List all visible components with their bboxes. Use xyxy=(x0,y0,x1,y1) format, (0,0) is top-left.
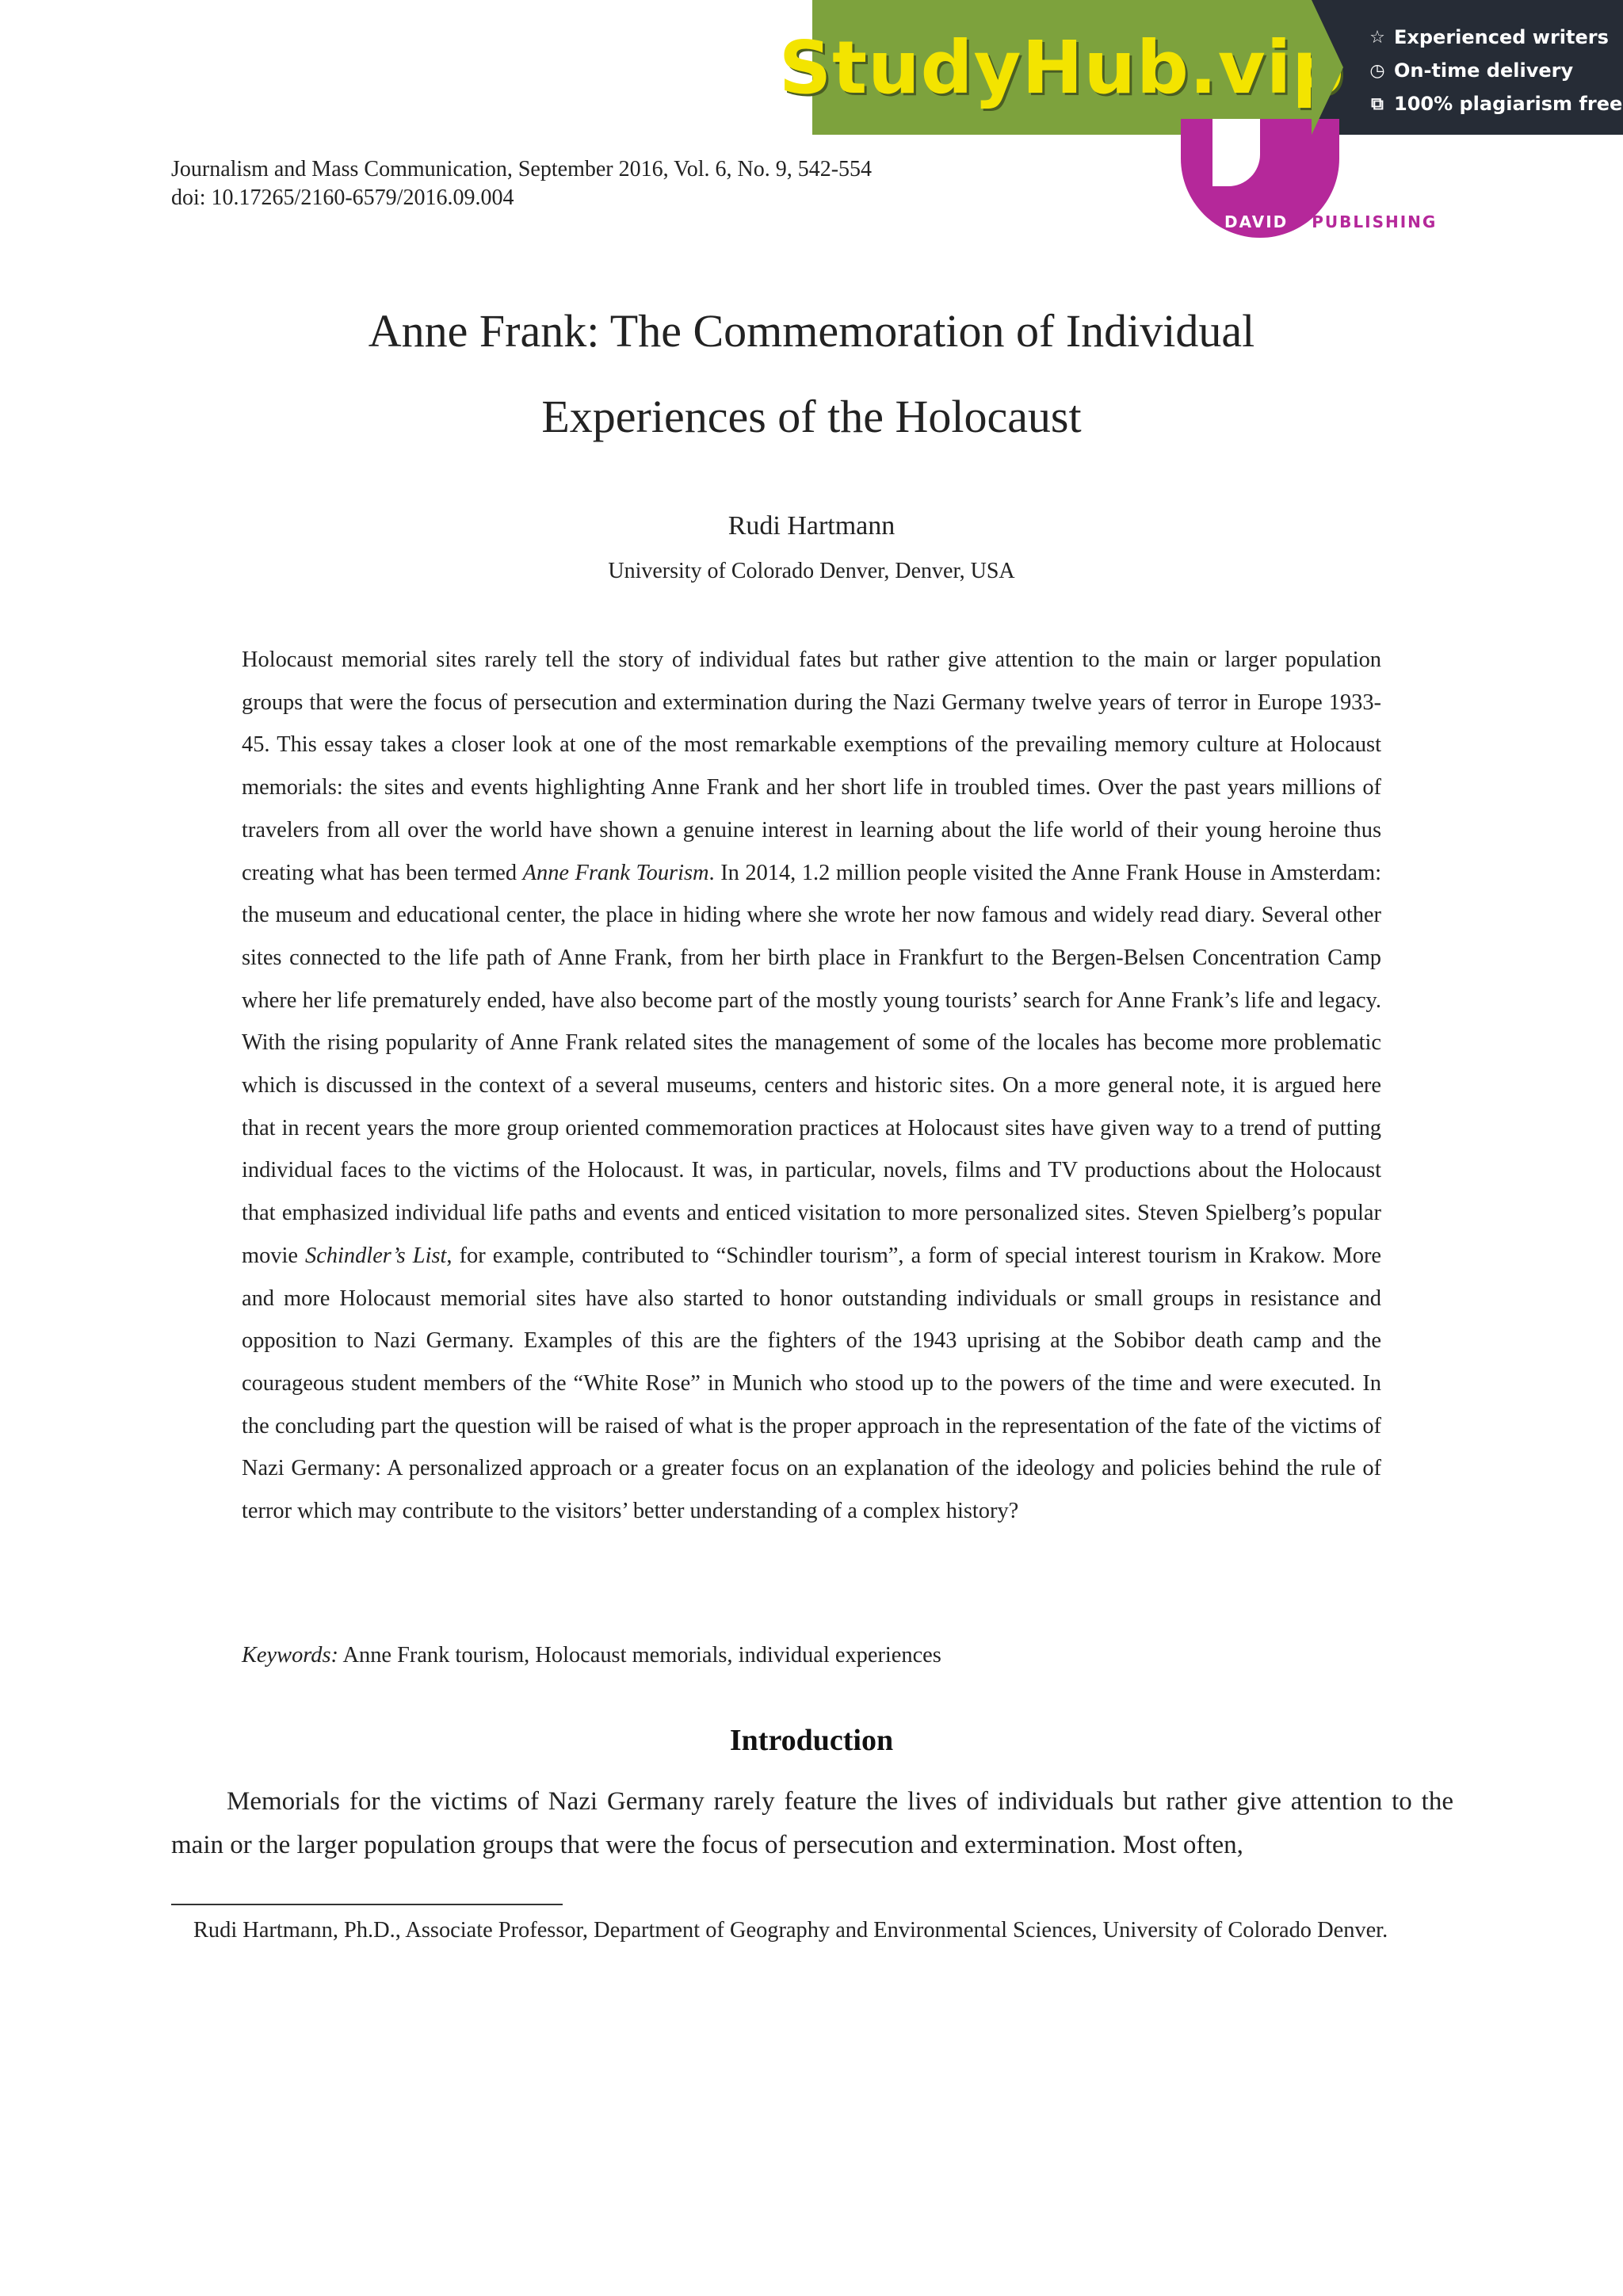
abstract-text-3: , for example, contributed to “Schindler tourism”, a form of special interest tourism in Krakow. More and more Holocaust memorial sites have also started to honor outstanding individuals or small groups in resistance and opposition to Nazi Germany. Examples of this are the fighters of the 1943 uprising at the Sobibor death camp and the courageous student members of the “White Rose” in Munich who stood up to the powers of the time and were executed. In the concluding part the question will be raised of what is the proper approach in the representation of the fate of the victims of Nazi Germany: A personalized approach or a greater focus on an explanation of the ideology and policies behind the rule of terror which may contribute to the visitors’ better understanding of a complex history? xyxy=(242,1243,1381,1524)
publisher-logo xyxy=(1177,119,1462,238)
abstract-text-2: . In 2014, 1.2 million people visited the Anne Frank House in Amsterdam: the museum and educational center, the place in hiding where she wrote her now famous and widely read diary. Several other sites connected to the life path of Anne Frank, from her birth place in Frankfurt to the Bergen-Belsen Concentration Camp where her life prematurely ended, have also become part of the mostly young tourists’ search for Anne Frank’s life and legacy. With the rising popularity of Anne Frank related sites the management of some of the locales has become more problematic which is discussed in the context of a several museums, centers and historic sites. On a more general note, it is argued here that in recent years the more group oriented commemoration practices at Holocaust sites have given way to a trend of putting individual faces to the victims of the Holocaust. It was, in particular, novels, films and TV productions about the Holocaust that emphasized individual life paths and events and enticed visitation to more personalized sites. Steven Spielberg’s popular movie xyxy=(242,860,1381,1268)
banner-arrow-shape xyxy=(1312,0,1343,135)
clock-icon: ◷ xyxy=(1369,60,1385,81)
author-name: Rudi Hartmann xyxy=(727,511,896,541)
banner-feature-label: Experienced writers xyxy=(1394,26,1609,48)
keywords-value: Anne Frank tourism, Holocaust memorials, individual experiences xyxy=(338,1643,941,1668)
journal-citation: Journalism and Mass Communication, September 2016, Vol. 6, No. 9, 542-554 xyxy=(171,157,873,181)
banner-feature-delivery xyxy=(1367,54,1623,87)
publisher-logo-d-shape xyxy=(1212,119,1260,186)
footnote: Rudi Hartmann, Ph.D., Associate Professor, Department of Geography and Environmental Sciences, University of Colorado Denver. xyxy=(193,1918,1388,1943)
banner-feature-writers xyxy=(1367,21,1623,54)
abstract-text-1: Holocaust memorial sites rarely tell the story of individual fates but rather give attention to the main or larger population groups that were the focus of persecution and extermination during the Nazi Germany twelve years of terror in Europe 1933-45. This essay takes a closer look at one of the most remarkable exemptions of the prevailing memory culture at Holocaust memorials: the sites and events highlighting Anne Frank and her short life in troubled times. Over the past years millions of travelers from all over the world have shown a genuine interest in learning about the life world of their young heroine thus creating what has been termed xyxy=(242,648,1381,885)
keywords-label: Keywords: xyxy=(242,1643,338,1668)
banner-feature-plagiarism xyxy=(1367,87,1623,120)
copy-document-icon: ⧉ xyxy=(1371,94,1384,114)
footnote-divider xyxy=(171,1904,563,1905)
paper-title xyxy=(171,288,1452,460)
abstract-italic-movie: Schindler’s List xyxy=(305,1243,447,1268)
keywords xyxy=(242,1643,941,1668)
section-heading-introduction: Introduction xyxy=(729,1724,894,1757)
promo-banner[interactable] xyxy=(778,0,1623,135)
paper-title-line1: Anne Frank: The Commemoration of Individual xyxy=(368,305,1255,357)
abstract-italic-term: Anne Frank Tourism xyxy=(522,860,709,885)
star-outline-icon: ☆ xyxy=(1369,27,1385,48)
banner-features-panel xyxy=(1312,0,1623,135)
publisher-logo-word2: PUBLISHING xyxy=(1312,212,1438,231)
banner-brand-logo[interactable]: StudyHub.vip xyxy=(778,25,1346,110)
introduction-paragraph: Memorials for the victims of Nazi Germany rarely feature the lives of individuals but rather give attention to the main or the larger population groups that were the focus of persecution and extermination. Most often, xyxy=(171,1787,1453,1859)
paper-title-line2: Experiences of the Holocaust xyxy=(541,391,1082,442)
journal-header xyxy=(171,155,872,212)
banner-brand-panel[interactable] xyxy=(778,0,1346,135)
journal-doi: doi: 10.17265/2160-6579/2016.09.004 xyxy=(171,185,514,210)
publisher-logo-text xyxy=(1224,212,1462,231)
author-affiliation: University of Colorado Denver, Denver, USA xyxy=(608,559,1015,583)
publisher-logo-word1: DAVID xyxy=(1224,212,1289,231)
banner-feature-label: On-time delivery xyxy=(1394,59,1574,82)
abstract xyxy=(242,639,1381,1533)
banner-feature-label: 100% plagiarism free xyxy=(1394,93,1623,115)
